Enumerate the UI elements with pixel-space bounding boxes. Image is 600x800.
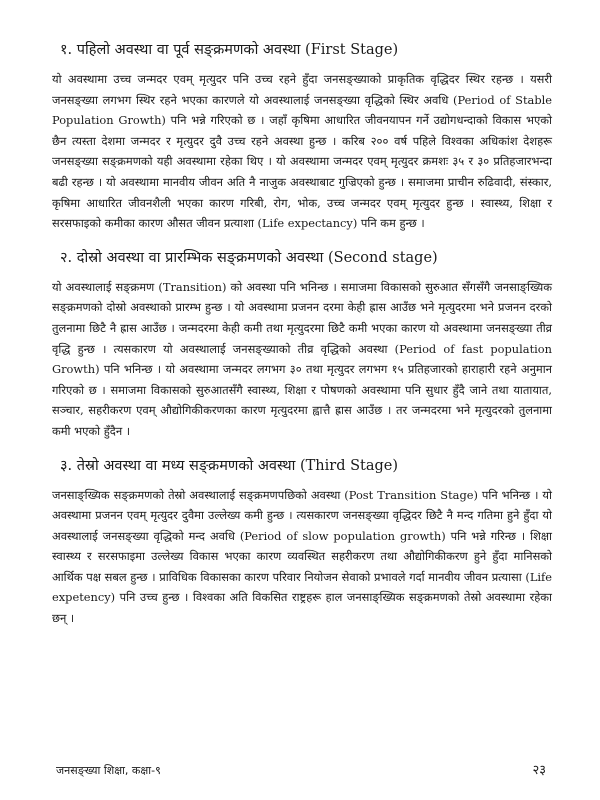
- section-third-stage: [52, 456, 552, 629]
- section-paragraph: जनसाङ्ख्यिक सङ्क्रमणको तेस्रो अवस्थालाई सङ्क्रमणपछिको अवस्था (Post Transition Stage) पनि भनिन्छ । यो अवस्थामा प्रजनन एवम् मृत्युदर दुवैमा उल्लेख्य कमी हुन्छ । त्यसकारण जनसङ्ख्या वृद्धिदर छिटै नै मन्द गतिमा हुने हुँदा यो अवस्थालाई जनसङ्ख्या वृद्धिको मन्द अवधि (Period of slow population growth) पनि भन्ने गरिन्छ । शिक्षा स्वास्थ्य र सरसफाइमा उल्लेख्य विकास भएका कारण व्यवस्थित सहरीकरण तथा औद्योगिकीकरण हुने हुँदा मानिसको आर्थिक पक्ष सबल हुन्छ । प्राविधिक विकासका कारण परिवार नियोजन सेवाको प्रभावले गर्दा मानवीय जीवन प्रत्यासा (Life expetency) पनि उच्च हुन्छ । विश्वका अति विकसित राष्ट्रहरू हाल जनसाङ्ख्यिक सङ्क्रमणको तेस्रो अवस्थामा रहेका छन् ।: [52, 487, 552, 626]
- section-paragraph: यो अवस्थामा उच्च जन्मदर एवम् मृत्युदर पनि उच्च रहने हुँदा जनसङ्ख्याको प्राकृतिक वृद्धिदर स्थिर रहन्छ । यसरी जनसङ्ख्या लगभग स्थिर रहने भएका कारणले यो अवस्थालाई जनसङ्ख्या वृद्धिको स्थिर अवधि (Period of Stable Population Growth) पनि भन्ने गरिएको छ । जहाँ कृषिमा आधारित जीवनयापन गर्ने उद्योगधन्दाको विकास भएको छैन त्यस्ता देशमा जन्मदर र मृत्युदर दुवै उच्च रहने अवस्था हुन्छ । करिब २०० वर्ष पहिले विश्वका अधिकांश देशहरू जनसङ्ख्या सङ्क्रमणको यही अवस्थामा रहेका थिए । यो अवस्थामा जन्मदर एवम् मृत्युदर क्रमशः ३५ र ३० प्रतिहजारभन्दा बढी रहन्छ । यो अवस्थामा मानवीय जीवन अति नै नाजुक अवस्थाबाट गुज्रिएको हुन्छ । समाजमा प्राचीन रुढिवादी, संस्कार, कृषिमा आधारित जीवनशैली भएका कारण गरिबी, रोग, भोक, उच्च जन्मदर एवम् मृत्युदर हुन्छ । स्वास्थ्य, शिक्षा र सरसफाइको कमीका कारण औसत जीवन प्रत्याशा (Life expectancy) पनि कम हुन्छ ।: [52, 72, 552, 231]
- footer-book-title: जनसङ्ख्या शिक्षा, कक्षा-९: [56, 764, 161, 777]
- page-content: [52, 40, 552, 643]
- page-number: २३: [532, 763, 546, 778]
- section-second-stage: [52, 248, 552, 442]
- section-heading: ३. तेस्रो अवस्था वा मध्य सङ्क्रमणको अवस्था (Third Stage): [60, 457, 399, 474]
- section-paragraph: यो अवस्थालाई सङ्क्रमण (Transition) को अवस्था पनि भनिन्छ । समाजमा विकासको सुरुआत सँगसँगै जनसाङ्ख्यिक सङ्क्रमणको दोस्रो अवस्थाको प्रारम्भ हुन्छ । यो अवस्थामा प्रजनन दरमा केही ह्रास आउँछ भने मृत्युदरमा भने प्रजनन दरको तुलनामा छिटै नै ह्रास आउँछ । जन्मदरमा केही कमी तथा मृत्युदरमा छिटै कमी भएका कारण यो अवस्थामा जनसङ्ख्या तीव्र वृद्धि हुन्छ । त्यसकारण यो अवस्थालाई जनसङ्ख्याको तीव्र वृद्धिको अवस्था (Period of fast population Growth) पनि भनिन्छ । यो अवस्थामा जन्मदर लगभग ३० तथा मृत्युदर लगभग १५ प्रतिहजारको हाराहारी रहने अनुमान गरिएको छ । समाजमा विकासको सुरुआतसँगै स्वास्थ्य, शिक्षा र पोषणको अवस्थामा पनि सुधार हुँदै जाने तथा यातायात, सञ्चार, सहरीकरण एवम् औद्योगिकीकरणका कारण मृत्युदरमा ह्वात्तै ह्रास आउँछ । तर जन्मदरमा भने मृत्युदरको तुलनामा कमी भएको हुँदैन ।: [52, 279, 552, 438]
- section-first-stage: [52, 40, 552, 234]
- section-heading: २. दोस्रो अवस्था वा प्रारम्भिक सङ्क्रमणको अवस्था (Second stage): [60, 249, 438, 266]
- section-heading: १. पहिलो अवस्था वा पूर्व सङ्क्रमणको अवस्था (First Stage): [60, 42, 399, 58]
